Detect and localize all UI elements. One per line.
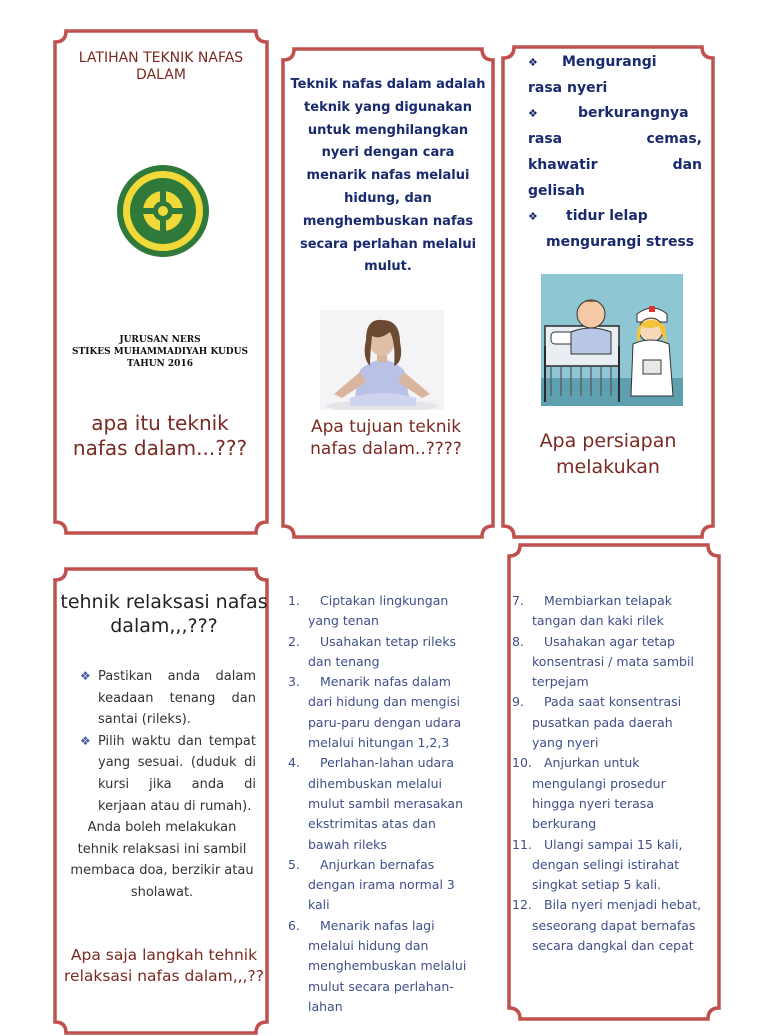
step-item bbox=[512, 753, 702, 834]
step-text: Perlahan-lahan udara dihembuskan melalui mulut sambil merasakan ekstrimitas atas dan bawah rileks bbox=[308, 755, 464, 852]
benefit-line: berkurangnya bbox=[578, 105, 689, 122]
step-text: Ciptakan lingkungan yang tenan bbox=[308, 593, 449, 629]
relaxation-title: tehnik relaksasi nafas dalam,,,??? bbox=[60, 591, 268, 637]
step-text: Usahakan agar tetap konsentrasi / mata sambil terpejam bbox=[532, 633, 694, 690]
meditation-photo bbox=[320, 310, 444, 410]
step-text: Anjurkan untuk mengulangi prosedur hingga nyeri terasa berkurang bbox=[532, 755, 666, 832]
institution-block bbox=[60, 334, 260, 370]
step-text: Menarik nafas lagi melalui hidung dan menghembuskan melalui mulut secara perlahan-lahan bbox=[308, 917, 467, 1014]
step-item bbox=[288, 591, 474, 632]
preparation-text: Pastikan anda dalam keadaan tenang dan santai (rileks). bbox=[98, 669, 256, 728]
benefit-line: mengurangi stress bbox=[546, 233, 695, 250]
step-number: 9. bbox=[512, 694, 524, 710]
step-number: 3. bbox=[288, 674, 300, 690]
benefit-line: Mengurangi bbox=[562, 54, 657, 70]
benefit-line: khawatir dan bbox=[528, 156, 702, 173]
diamond-bullet-icon: ❖ bbox=[528, 210, 538, 224]
question-preparation: Apa persiapan melakukan bbox=[539, 430, 677, 478]
step-item bbox=[512, 632, 702, 693]
step-item bbox=[288, 632, 474, 673]
step-item bbox=[512, 895, 702, 956]
step-text: Ulangi sampai 15 kali, dengan selingi istirahat singkat setiap 5 kali. bbox=[532, 836, 683, 893]
benefit-line: gelisah bbox=[528, 182, 585, 199]
step-item bbox=[512, 835, 702, 896]
step-number: 7. bbox=[512, 593, 524, 608]
step-item bbox=[512, 591, 702, 632]
benefit-item bbox=[528, 50, 702, 101]
steps-list-right bbox=[512, 591, 702, 956]
diamond-bullet-icon: ❖ bbox=[80, 669, 91, 683]
question-purpose: Apa tujuan teknik nafas dalam..???? bbox=[310, 417, 462, 459]
brochure-title: LATIHAN TEKNIK NAFAS DALAM bbox=[78, 50, 244, 83]
preparation-item bbox=[80, 731, 256, 817]
step-number: 11. bbox=[512, 836, 532, 852]
university-logo bbox=[116, 164, 210, 258]
step-number: 5. bbox=[288, 856, 300, 872]
step-number: 6. bbox=[288, 917, 300, 933]
step-number: 12. bbox=[512, 897, 532, 913]
school-name: STIKES MUHAMMADIYAH KUDUS bbox=[72, 347, 248, 357]
step-text: Menarik nafas dalam dari hidung dan mengisi paru-paru dengan udara melalui hitungan 1,2,3 bbox=[308, 674, 462, 751]
hospital-illustration bbox=[541, 274, 683, 406]
question-steps: Apa saja langkah tehnik relaksasi nafas dalam,,,?? bbox=[64, 946, 264, 985]
benefit-line: tidur lelap bbox=[566, 208, 648, 225]
step-text: Pada saat konsentrasi pusatkan pada daerah yang nyeri bbox=[532, 694, 682, 751]
definition-text: Teknik nafas dalam adalah teknik yang digunakan untuk menghilangkan nyeri dengan cara menarik nafas melalui hidung, dan menghembuskan nafas secara perlahan melalui mulut. bbox=[290, 77, 486, 275]
steps-list-left bbox=[288, 591, 474, 1017]
diamond-bullet-icon: ❖ bbox=[80, 733, 91, 748]
department-name: JURUSAN NERS bbox=[119, 335, 201, 345]
prayer-note: Anda boleh melakukan tehnik relaksasi ini sambil membaca doa, berzikir atau sholawat. bbox=[70, 820, 254, 900]
step-text: Bila nyeri menjadi hebat, seseorang dapat bernafas secara dangkal dan cepat bbox=[532, 897, 702, 954]
year-label: TAHUN 2016 bbox=[127, 359, 193, 369]
preparation-item bbox=[80, 666, 256, 731]
preparation-list bbox=[70, 666, 256, 904]
step-item bbox=[512, 692, 702, 753]
step-item bbox=[288, 672, 474, 753]
step-text: Usahakan tetap rileks dan tenang bbox=[308, 633, 457, 669]
benefit-item bbox=[528, 101, 702, 204]
step-text: Membiarkan telapak tangan dan kaki rilek bbox=[532, 593, 672, 629]
step-text: Anjurkan bernafas dengan irama normal 3 kali bbox=[308, 856, 455, 913]
preparation-text: Pilih waktu dan tempat yang sesuai. (duduk di kursi jika anda di kerjaan atau di rumah). bbox=[98, 733, 256, 814]
step-number: 2. bbox=[288, 633, 300, 649]
step-number: 10. bbox=[512, 755, 532, 771]
benefit-item bbox=[528, 204, 702, 255]
diamond-bullet-icon: ❖ bbox=[528, 56, 538, 69]
step-number: 1. bbox=[288, 593, 300, 608]
benefit-line: rasa nyeri bbox=[528, 79, 608, 96]
benefits-list bbox=[528, 50, 702, 256]
benefit-line: rasa cemas, bbox=[528, 131, 702, 148]
diamond-bullet-icon: ❖ bbox=[528, 107, 538, 121]
step-item bbox=[288, 916, 474, 1017]
step-item bbox=[288, 753, 474, 854]
step-number: 8. bbox=[512, 633, 524, 649]
step-number: 4. bbox=[288, 755, 300, 771]
question-what-is: apa itu teknik nafas dalam...??? bbox=[72, 411, 248, 460]
step-item bbox=[288, 855, 474, 916]
